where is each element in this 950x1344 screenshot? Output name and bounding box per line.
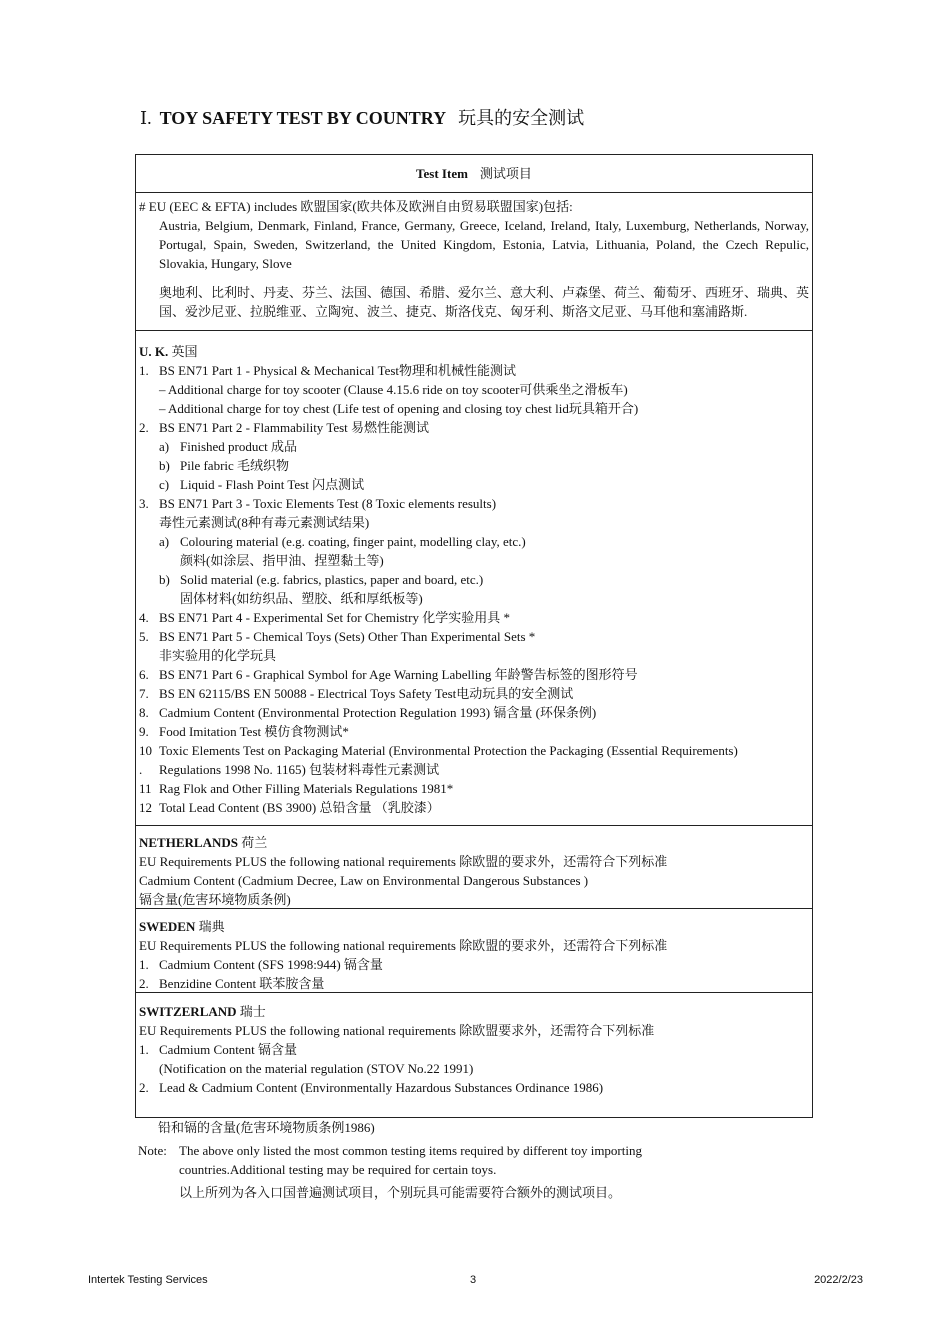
uk-sub-item xyxy=(139,437,809,456)
uk-sub-item-continuation: 颜料(如涂层、指甲油、捏塑黏土等) xyxy=(180,553,384,568)
uk-sub-item xyxy=(139,475,809,494)
note-label: Note: xyxy=(138,1143,167,1158)
nl-country-name-cn: 荷兰 xyxy=(241,835,268,850)
ch-item-continuation: (Notification on the material regulation (STOV No.22 1991) xyxy=(159,1061,474,1076)
item-text: Total Lead Content (BS 3900) 总铅含量 （乳胶漆） xyxy=(159,800,440,815)
item-text: Cadmium Content 镉含量 xyxy=(159,1042,297,1057)
item-number: 5. xyxy=(139,629,149,644)
eu-countries-cn: 奥地利、比利时、丹麦、芬兰、法国、德国、希腊、爱尔兰、意大利、卢森堡、荷兰、葡萄牙、西班牙、瑞典、英国、爱沙尼亚、拉脱维亚、立陶宛、波兰、捷克、斯洛伐克、匈牙利、斯洛文尼亚、马耳他和塞浦路斯. xyxy=(159,285,810,319)
se-country-name: SWEDEN xyxy=(139,919,196,934)
uk-items-list xyxy=(139,361,809,817)
uk-item xyxy=(139,741,809,760)
note-line: 以上所列为各入口国普遍测试项目，个别玩具可能需要符合额外的测试项目。 xyxy=(179,1185,622,1200)
item-text: Regulations 1998 No. 1165) 包装材料毒性元素测试 xyxy=(159,762,440,777)
item-text: Benzidine Content 联苯胺含量 xyxy=(159,976,325,991)
item-number: 11 xyxy=(139,781,152,796)
uk-item-continuation: – Additional charge for toy scooter (Clause 4.15.6 ride on toy scooter可供乘坐之滑板车) xyxy=(159,382,628,397)
item-text: BS EN 62115/BS EN 50088 - Electrical Toys Safety Test电动玩具的安全测试 xyxy=(159,686,574,701)
uk-item xyxy=(139,608,809,627)
item-text: Lead & Cadmium Content (Environmentally Hazardous Substances Ordinance 1986) xyxy=(159,1080,604,1095)
ch-item xyxy=(139,1040,809,1059)
item-number: 12 xyxy=(139,800,152,815)
uk-sub-item-continuation: 固体材料(如纺织品、塑胶、纸和厚纸板等) xyxy=(180,591,423,606)
item-number: 2. xyxy=(139,420,149,435)
uk-item xyxy=(139,494,809,513)
table-header xyxy=(135,154,813,193)
uk-item-continuation: 毒性元素测试(8种有毒元素测试结果) xyxy=(159,515,370,530)
ch-item xyxy=(139,1078,809,1097)
sub-item-letter: a) xyxy=(159,439,170,454)
footer-date: 2022/2/23 xyxy=(814,1274,863,1286)
nl-country-name: NETHERLANDS xyxy=(139,835,238,850)
uk-item xyxy=(139,684,809,703)
sub-item-letter: a) xyxy=(159,534,170,549)
note-row xyxy=(138,1160,642,1179)
uk-item xyxy=(139,703,809,722)
ch-intro: EU Requirements PLUS the following national requirements 除欧盟要求外，还需符合下列标准 xyxy=(139,1023,655,1038)
sub-item-text: Finished product 成品 xyxy=(180,439,297,454)
uk-item-continuation: – Additional charge for toy chest (Life test of opening and closing toy chest lid玩具箱开合) xyxy=(159,401,639,416)
note-block xyxy=(138,1141,642,1202)
item-number: 9. xyxy=(139,724,149,739)
se-intro: EU Requirements PLUS the following national requirements 除欧盟的要求外，还需符合下列标准 xyxy=(139,938,668,953)
uk-item xyxy=(139,798,809,817)
item-number: 7. xyxy=(139,686,149,701)
ch-item-overflow-line: 铅和镉的含量(危害环境物质条例1986) xyxy=(158,1120,375,1135)
item-number: 2. xyxy=(139,976,149,991)
switzerland-section xyxy=(135,992,813,1118)
item-number: 8. xyxy=(139,705,149,720)
se-heading xyxy=(139,917,809,936)
item-number: 4. xyxy=(139,610,149,625)
uk-item xyxy=(139,361,809,380)
note-line: The above only listed the most common testing items required by different toy importing xyxy=(179,1143,642,1158)
uk-section xyxy=(135,330,813,826)
ch-country-name-cn: 瑞士 xyxy=(239,1004,266,1019)
uk-item xyxy=(139,665,809,684)
note-row xyxy=(138,1183,642,1202)
ch-heading xyxy=(139,1002,809,1021)
uk-item xyxy=(139,779,809,798)
sub-item-text: Liquid - Flash Point Test 闪点测试 xyxy=(180,477,365,492)
uk-item xyxy=(139,722,809,741)
eu-intro: # EU (EEC & EFTA) includes 欧盟国家(欧共体及欧洲自由贸易联盟国家)包括: xyxy=(139,199,573,214)
uk-item xyxy=(139,418,809,437)
uk-item-continuation: 非实验用的化学玩具 xyxy=(159,648,277,663)
item-text: Cadmium Content (Environmental Protection Regulation 1993) 镉含量 (环保条例) xyxy=(159,705,597,720)
item-text: BS EN71 Part 3 - Toxic Elements Test (8 Toxic elements results) xyxy=(159,496,497,511)
uk-country-name: U. K. xyxy=(139,344,169,359)
item-number: 2. xyxy=(139,1080,149,1095)
page-title xyxy=(140,106,584,130)
item-text: Toxic Elements Test on Packaging Material (Environmental Protection the Packaging (Essential Requirements) xyxy=(159,743,738,758)
uk-country-name-cn: 英国 xyxy=(171,344,198,359)
sub-item-letter: b) xyxy=(159,458,170,473)
sub-item-letter: c) xyxy=(159,477,170,492)
item-number: 1. xyxy=(139,363,149,378)
ch-country-name: SWITZERLAND xyxy=(139,1004,237,1019)
uk-item xyxy=(139,760,809,779)
item-text: BS EN71 Part 4 - Experimental Set for Chemistry 化学实验用具 * xyxy=(159,610,510,625)
footer-company: Intertek Testing Services xyxy=(88,1274,208,1286)
item-text: BS EN71 Part 1 - Physical & Mechanical Test物理和机械性能测试 xyxy=(159,363,517,378)
note-line: countries.Additional testing may be required for certain toys. xyxy=(179,1162,497,1177)
item-text: Cadmium Content (SFS 1998:944) 镉含量 xyxy=(159,957,383,972)
item-text: Food Imitation Test 模仿食物测试* xyxy=(159,724,349,739)
title-english: TOY SAFETY TEST BY COUNTRY xyxy=(159,108,447,128)
se-item xyxy=(139,955,809,974)
nl-line: 镉含量(危害环境物质条例) xyxy=(139,892,291,907)
eu-countries-en: Austria, Belgium, Denmark, Finland, France, Germany, Greece, Iceland, Ireland, Italy, Luxemburg, Netherlands, Norway, Portugal, Spain, Sweden, Switzerland, the United Kingdom, Estonia, Latvia, Lithuania, Poland, the Czech Repulic, Slovakia, Hungary, Slove xyxy=(159,218,809,271)
table-header-en: Test Item xyxy=(416,166,468,181)
item-number: 3. xyxy=(139,496,149,511)
item-number: 6. xyxy=(139,667,149,682)
netherlands-section xyxy=(135,825,813,909)
item-text: Rag Flok and Other Filling Materials Regulations 1981* xyxy=(159,781,454,796)
item-number: 1. xyxy=(139,1042,149,1057)
uk-heading xyxy=(139,342,809,361)
item-text: BS EN71 Part 6 - Graphical Symbol for Age Warning Labelling 年龄警告标签的图形符号 xyxy=(159,667,638,682)
eu-section xyxy=(135,192,813,331)
item-text: BS EN71 Part 2 - Flammability Test 易燃性能测试 xyxy=(159,420,430,435)
table-header-cn: 测试项目 xyxy=(479,166,532,181)
uk-sub-item xyxy=(139,456,809,475)
sweden-section xyxy=(135,908,813,993)
se-country-name-cn: 瑞典 xyxy=(198,919,225,934)
item-number: 10 xyxy=(139,743,152,758)
title-chinese: 玩具的安全测试 xyxy=(458,108,585,128)
note-row xyxy=(138,1141,642,1160)
item-text: BS EN71 Part 5 - Chemical Toys (Sets) Other Than Experimental Sets * xyxy=(159,629,536,644)
sub-item-letter: b) xyxy=(159,572,170,587)
sub-item-text: Pile fabric 毛绒织物 xyxy=(180,458,290,473)
uk-sub-item xyxy=(139,570,809,589)
uk-sub-item xyxy=(139,532,809,551)
item-number: . xyxy=(139,762,143,777)
nl-heading xyxy=(139,833,809,852)
item-number: 1. xyxy=(139,957,149,972)
sub-item-text: Solid material (e.g. fabrics, plastics, paper and board, etc.) xyxy=(180,572,484,587)
se-item xyxy=(139,974,809,993)
sub-item-text: Colouring material (e.g. coating, finger paint, modelling clay, etc.) xyxy=(180,534,526,549)
section-number: Ⅰ. xyxy=(140,108,152,128)
nl-line: EU Requirements PLUS the following national requirements 除欧盟的要求外，还需符合下列标准 xyxy=(139,854,668,869)
nl-line: Cadmium Content (Cadmium Decree, Law on Environmental Dangerous Substances ) xyxy=(139,873,589,888)
footer-page-number: 3 xyxy=(470,1274,477,1286)
uk-item xyxy=(139,627,809,646)
